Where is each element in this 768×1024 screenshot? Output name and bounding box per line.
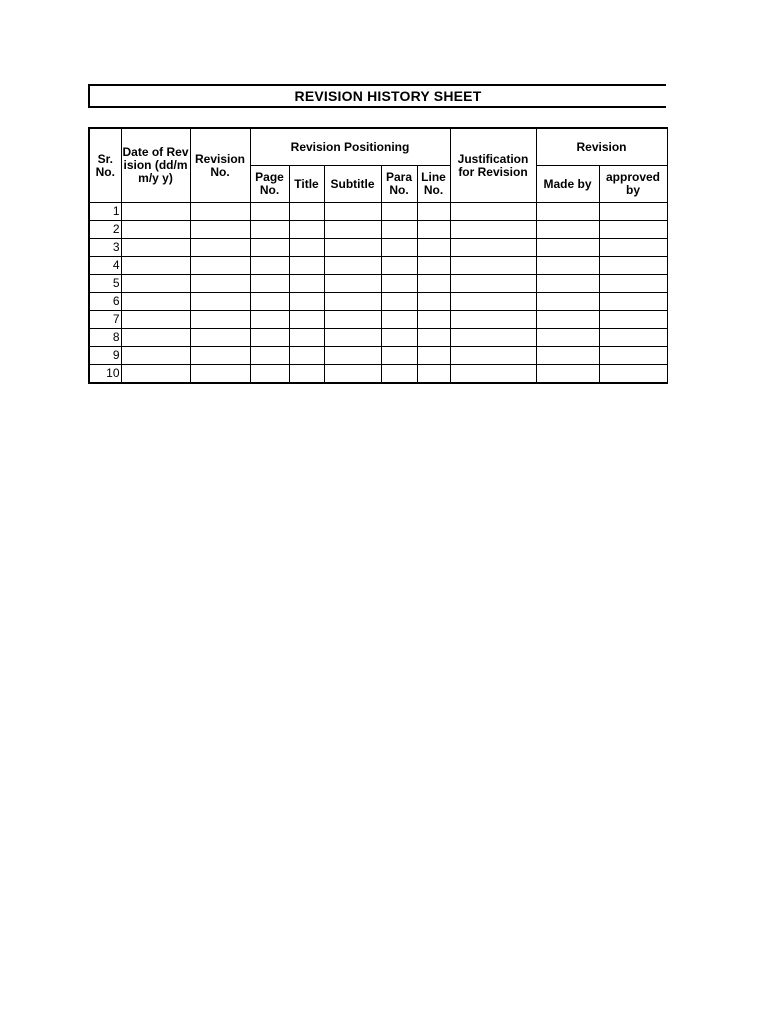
- document-title-box: [88, 84, 666, 108]
- page-no-cell[interactable]: [250, 257, 289, 275]
- justification-cell[interactable]: [450, 347, 536, 365]
- sr-no-cell: 7: [89, 311, 121, 329]
- revision-no-cell[interactable]: [190, 347, 250, 365]
- date-cell[interactable]: [121, 239, 190, 257]
- line-no-cell[interactable]: [417, 203, 450, 221]
- table-row: [89, 221, 667, 239]
- made-by-cell[interactable]: [536, 203, 599, 221]
- approved-by-cell[interactable]: [599, 311, 667, 329]
- para-no-cell[interactable]: [381, 293, 417, 311]
- sr-no-cell: 9: [89, 347, 121, 365]
- revision-no-cell[interactable]: [190, 239, 250, 257]
- table-row: [89, 275, 667, 293]
- page-no-cell[interactable]: [250, 239, 289, 257]
- subtitle-cell[interactable]: [324, 239, 381, 257]
- line-no-cell[interactable]: [417, 311, 450, 329]
- title-cell[interactable]: [289, 203, 324, 221]
- table-row: [89, 293, 667, 311]
- approved-by-cell[interactable]: [599, 239, 667, 257]
- line-no-cell[interactable]: [417, 293, 450, 311]
- made-by-cell[interactable]: [536, 365, 599, 384]
- approved-by-cell[interactable]: [599, 293, 667, 311]
- revision-no-cell[interactable]: [190, 365, 250, 384]
- subtitle-cell[interactable]: [324, 293, 381, 311]
- sr-no-cell: 4: [89, 257, 121, 275]
- justification-cell[interactable]: [450, 221, 536, 239]
- justification-cell[interactable]: [450, 365, 536, 384]
- revision-no-cell[interactable]: [190, 221, 250, 239]
- sr-no-cell: 3: [89, 239, 121, 257]
- title-cell[interactable]: [289, 257, 324, 275]
- document-title: REVISION HISTORY SHEET: [294, 88, 482, 104]
- para-no-cell[interactable]: [381, 239, 417, 257]
- date-cell[interactable]: [121, 257, 190, 275]
- made-by-cell[interactable]: [536, 221, 599, 239]
- header-subtitle: Subtitle: [324, 166, 381, 203]
- justification-cell[interactable]: [450, 203, 536, 221]
- title-cell[interactable]: [289, 239, 324, 257]
- subtitle-cell[interactable]: [324, 311, 381, 329]
- page-no-cell[interactable]: [250, 293, 289, 311]
- header-line-no: Line No.: [417, 166, 450, 203]
- subtitle-cell[interactable]: [324, 347, 381, 365]
- title-cell[interactable]: [289, 293, 324, 311]
- header-justification: Justification for Revision: [450, 128, 536, 203]
- sr-no-cell: 6: [89, 293, 121, 311]
- line-no-cell[interactable]: [417, 347, 450, 365]
- made-by-cell[interactable]: [536, 329, 599, 347]
- para-no-cell[interactable]: [381, 257, 417, 275]
- subtitle-cell[interactable]: [324, 275, 381, 293]
- subtitle-cell[interactable]: [324, 203, 381, 221]
- header-revision: Revision: [536, 128, 667, 166]
- justification-cell[interactable]: [450, 239, 536, 257]
- justification-cell[interactable]: [450, 329, 536, 347]
- line-no-cell[interactable]: [417, 329, 450, 347]
- revision-no-cell[interactable]: [190, 203, 250, 221]
- header-made-by: Made by: [536, 166, 599, 203]
- approved-by-cell[interactable]: [599, 329, 667, 347]
- date-cell[interactable]: [121, 221, 190, 239]
- approved-by-cell[interactable]: [599, 347, 667, 365]
- date-cell[interactable]: [121, 275, 190, 293]
- subtitle-cell[interactable]: [324, 329, 381, 347]
- made-by-cell[interactable]: [536, 347, 599, 365]
- approved-by-cell[interactable]: [599, 275, 667, 293]
- para-no-cell[interactable]: [381, 329, 417, 347]
- page-no-cell[interactable]: [250, 275, 289, 293]
- revision-no-cell[interactable]: [190, 311, 250, 329]
- title-cell[interactable]: [289, 329, 324, 347]
- title-cell[interactable]: [289, 347, 324, 365]
- justification-cell[interactable]: [450, 293, 536, 311]
- title-cell[interactable]: [289, 275, 324, 293]
- made-by-cell[interactable]: [536, 275, 599, 293]
- header-approved-by: approved by: [599, 166, 667, 203]
- subtitle-cell[interactable]: [324, 257, 381, 275]
- para-no-cell[interactable]: [381, 221, 417, 239]
- table-row: [89, 347, 667, 365]
- date-cell[interactable]: [121, 311, 190, 329]
- title-cell[interactable]: [289, 365, 324, 384]
- made-by-cell[interactable]: [536, 239, 599, 257]
- revision-history-table: [88, 127, 668, 384]
- approved-by-cell[interactable]: [599, 221, 667, 239]
- sr-no-cell: 1: [89, 203, 121, 221]
- para-no-cell[interactable]: [381, 275, 417, 293]
- header-revision-no: Revision No.: [190, 128, 250, 203]
- header-date-of-revision: Date of Revision (dd/mm/y y): [121, 128, 190, 203]
- header-title: Title: [289, 166, 324, 203]
- line-no-cell[interactable]: [417, 221, 450, 239]
- sr-no-cell: 10: [89, 365, 121, 384]
- subtitle-cell[interactable]: [324, 221, 381, 239]
- table-row: [89, 239, 667, 257]
- justification-cell[interactable]: [450, 257, 536, 275]
- line-no-cell[interactable]: [417, 239, 450, 257]
- date-cell[interactable]: [121, 203, 190, 221]
- sr-no-cell: 2: [89, 221, 121, 239]
- page-no-cell[interactable]: [250, 221, 289, 239]
- made-by-cell[interactable]: [536, 293, 599, 311]
- subtitle-cell[interactable]: [324, 365, 381, 384]
- table-row: [89, 365, 667, 384]
- sr-no-cell: 5: [89, 275, 121, 293]
- sr-no-cell: 8: [89, 329, 121, 347]
- para-no-cell[interactable]: [381, 203, 417, 221]
- justification-cell[interactable]: [450, 311, 536, 329]
- para-no-cell[interactable]: [381, 311, 417, 329]
- page-no-cell[interactable]: [250, 365, 289, 384]
- title-cell[interactable]: [289, 221, 324, 239]
- line-no-cell[interactable]: [417, 275, 450, 293]
- revision-no-cell[interactable]: [190, 275, 250, 293]
- table-row: [89, 257, 667, 275]
- line-no-cell[interactable]: [417, 365, 450, 384]
- page-no-cell[interactable]: [250, 203, 289, 221]
- date-cell[interactable]: [121, 293, 190, 311]
- date-cell[interactable]: [121, 365, 190, 384]
- revision-no-cell[interactable]: [190, 329, 250, 347]
- date-cell[interactable]: [121, 347, 190, 365]
- header-sr-no: Sr. No.: [89, 128, 121, 203]
- revision-no-cell[interactable]: [190, 257, 250, 275]
- approved-by-cell[interactable]: [599, 203, 667, 221]
- page-no-cell[interactable]: [250, 311, 289, 329]
- header-para-no: Para No.: [381, 166, 417, 203]
- justification-cell[interactable]: [450, 275, 536, 293]
- date-cell[interactable]: [121, 329, 190, 347]
- table-row: [89, 203, 667, 221]
- title-cell[interactable]: [289, 311, 324, 329]
- approved-by-cell[interactable]: [599, 365, 667, 384]
- revision-no-cell[interactable]: [190, 293, 250, 311]
- made-by-cell[interactable]: [536, 257, 599, 275]
- page-no-cell[interactable]: [250, 347, 289, 365]
- page-no-cell[interactable]: [250, 329, 289, 347]
- table-row: [89, 311, 667, 329]
- made-by-cell[interactable]: [536, 311, 599, 329]
- header-page-no: Page No.: [250, 166, 289, 203]
- approved-by-cell[interactable]: [599, 257, 667, 275]
- table-row: [89, 329, 667, 347]
- header-revision-positioning: Revision Positioning: [250, 128, 450, 166]
- para-no-cell[interactable]: [381, 347, 417, 365]
- para-no-cell[interactable]: [381, 365, 417, 384]
- line-no-cell[interactable]: [417, 257, 450, 275]
